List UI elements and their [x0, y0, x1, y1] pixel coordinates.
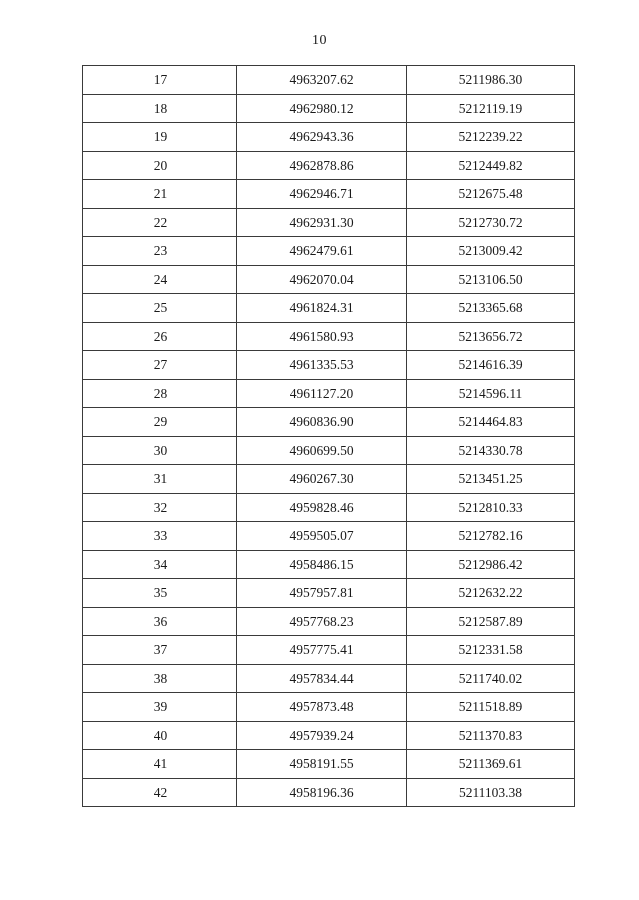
y-coordinate-cell: 5214616.39: [407, 351, 575, 380]
point-number-cell: 36: [83, 607, 237, 636]
x-coordinate-cell: 4962878.86: [237, 151, 407, 180]
point-number-cell: 25: [83, 294, 237, 323]
point-number-cell: 22: [83, 208, 237, 237]
table-row: [83, 151, 575, 180]
table-row: [83, 351, 575, 380]
y-coordinate-cell: 5213656.72: [407, 322, 575, 351]
table-row: [83, 180, 575, 209]
x-coordinate-cell: 4957957.81: [237, 579, 407, 608]
x-coordinate-cell: 4962946.71: [237, 180, 407, 209]
table-row: [83, 522, 575, 551]
y-coordinate-cell: 5212675.48: [407, 180, 575, 209]
point-number-cell: 21: [83, 180, 237, 209]
point-number-cell: 41: [83, 750, 237, 779]
table-row: [83, 750, 575, 779]
x-coordinate-cell: 4957834.44: [237, 664, 407, 693]
y-coordinate-cell: 5214330.78: [407, 436, 575, 465]
y-coordinate-cell: 5211369.61: [407, 750, 575, 779]
x-coordinate-cell: 4962070.04: [237, 265, 407, 294]
y-coordinate-cell: 5211518.89: [407, 693, 575, 722]
x-coordinate-cell: 4958196.36: [237, 778, 407, 807]
x-coordinate-cell: 4960267.30: [237, 465, 407, 494]
y-coordinate-cell: 5214596.11: [407, 379, 575, 408]
table-row: [83, 379, 575, 408]
x-coordinate-cell: 4961127.20: [237, 379, 407, 408]
table-row: [83, 294, 575, 323]
point-number-cell: 42: [83, 778, 237, 807]
x-coordinate-cell: 4957775.41: [237, 636, 407, 665]
point-number-cell: 39: [83, 693, 237, 722]
y-coordinate-cell: 5212810.33: [407, 493, 575, 522]
table-row: [83, 465, 575, 494]
table-row: [83, 265, 575, 294]
x-coordinate-cell: 4960836.90: [237, 408, 407, 437]
x-coordinate-cell: 4957873.48: [237, 693, 407, 722]
y-coordinate-cell: 5212239.22: [407, 123, 575, 152]
table-row: [83, 693, 575, 722]
y-coordinate-cell: 5214464.83: [407, 408, 575, 437]
x-coordinate-cell: 4958486.15: [237, 550, 407, 579]
point-number-cell: 29: [83, 408, 237, 437]
x-coordinate-cell: 4963207.62: [237, 66, 407, 95]
point-number-cell: 19: [83, 123, 237, 152]
table-row: [83, 94, 575, 123]
y-coordinate-cell: 5212331.58: [407, 636, 575, 665]
y-coordinate-cell: 5212730.72: [407, 208, 575, 237]
table-row: [83, 636, 575, 665]
x-coordinate-cell: 4959828.46: [237, 493, 407, 522]
point-number-cell: 28: [83, 379, 237, 408]
x-coordinate-cell: 4961335.53: [237, 351, 407, 380]
y-coordinate-cell: 5213106.50: [407, 265, 575, 294]
table-row: [83, 123, 575, 152]
table-row: [83, 436, 575, 465]
point-number-cell: 24: [83, 265, 237, 294]
point-number-cell: 40: [83, 721, 237, 750]
table-row: [83, 664, 575, 693]
point-number-cell: 31: [83, 465, 237, 494]
y-coordinate-cell: 5212782.16: [407, 522, 575, 551]
table-row: [83, 66, 575, 95]
x-coordinate-cell: 4957768.23: [237, 607, 407, 636]
y-coordinate-cell: 5212587.89: [407, 607, 575, 636]
table-row: [83, 322, 575, 351]
table-row: [83, 579, 575, 608]
y-coordinate-cell: 5211986.30: [407, 66, 575, 95]
table-row: [83, 493, 575, 522]
table-row: [83, 237, 575, 266]
x-coordinate-cell: 4962479.61: [237, 237, 407, 266]
y-coordinate-cell: 5213451.25: [407, 465, 575, 494]
x-coordinate-cell: 4958191.55: [237, 750, 407, 779]
point-number-cell: 37: [83, 636, 237, 665]
x-coordinate-cell: 4960699.50: [237, 436, 407, 465]
x-coordinate-cell: 4959505.07: [237, 522, 407, 551]
point-number-cell: 38: [83, 664, 237, 693]
point-number-cell: 20: [83, 151, 237, 180]
y-coordinate-cell: 5212449.82: [407, 151, 575, 180]
point-number-cell: 34: [83, 550, 237, 579]
point-number-cell: 26: [83, 322, 237, 351]
y-coordinate-cell: 5213009.42: [407, 237, 575, 266]
x-coordinate-cell: 4961824.31: [237, 294, 407, 323]
y-coordinate-cell: 5212632.22: [407, 579, 575, 608]
x-coordinate-cell: 4961580.93: [237, 322, 407, 351]
table-row: [83, 208, 575, 237]
table-row: [83, 550, 575, 579]
x-coordinate-cell: 4957939.24: [237, 721, 407, 750]
coordinates-table: [82, 65, 575, 807]
point-number-cell: 35: [83, 579, 237, 608]
y-coordinate-cell: 5212119.19: [407, 94, 575, 123]
table-row: [83, 408, 575, 437]
x-coordinate-cell: 4962980.12: [237, 94, 407, 123]
y-coordinate-cell: 5211740.02: [407, 664, 575, 693]
point-number-cell: 30: [83, 436, 237, 465]
point-number-cell: 18: [83, 94, 237, 123]
y-coordinate-cell: 5212986.42: [407, 550, 575, 579]
point-number-cell: 33: [83, 522, 237, 551]
page-number: 10: [312, 33, 327, 48]
table-row: [83, 607, 575, 636]
table-row: [83, 721, 575, 750]
point-number-cell: 23: [83, 237, 237, 266]
y-coordinate-cell: 5213365.68: [407, 294, 575, 323]
y-coordinate-cell: 5211370.83: [407, 721, 575, 750]
x-coordinate-cell: 4962931.30: [237, 208, 407, 237]
coordinates-table-body: [83, 66, 575, 807]
x-coordinate-cell: 4962943.36: [237, 123, 407, 152]
point-number-cell: 27: [83, 351, 237, 380]
table-row: [83, 778, 575, 807]
point-number-cell: 17: [83, 66, 237, 95]
y-coordinate-cell: 5211103.38: [407, 778, 575, 807]
point-number-cell: 32: [83, 493, 237, 522]
